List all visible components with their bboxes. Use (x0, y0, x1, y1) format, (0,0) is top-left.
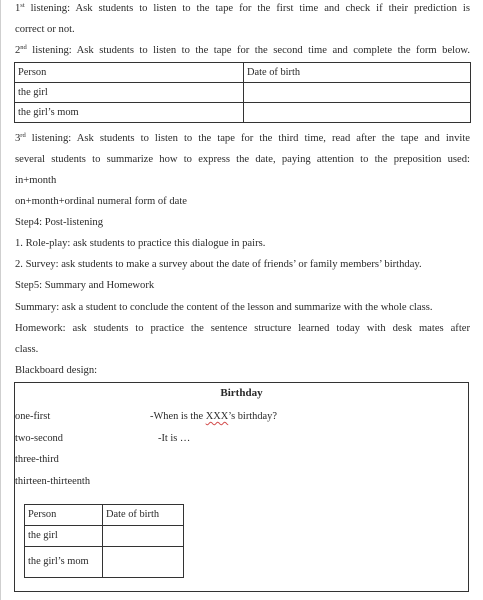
ordinal-item: three-third (15, 454, 59, 465)
cell-person: the girl’s mom (15, 103, 244, 123)
table-row (15, 103, 471, 123)
header-cell-person: Person (25, 505, 103, 526)
ordinal-item: thirteen-thirteenth (15, 476, 91, 487)
in-month-rule: in+month (15, 175, 57, 186)
ordinal-item: two-second (15, 433, 63, 444)
cell-person: the girl (25, 526, 103, 547)
summary-line: Summary: ask a student to conclude the content of the lesson and summarize with the whole class. (15, 302, 433, 313)
table-row (15, 83, 471, 103)
header-cell-person: Person (15, 63, 244, 83)
table-header-row (15, 63, 471, 83)
cell-person: the girl’s mom (25, 547, 103, 578)
homework-line: Homework: ask students to practice the sentence structure learned today with desk mates after (15, 323, 470, 334)
first-listening-line: 1st listening: Ask students to listen to the tape for the first time and check if their prediction is (15, 2, 470, 14)
table-row (25, 547, 184, 578)
placeholder-xxx: XXX (205, 411, 229, 422)
cell-date (103, 526, 184, 547)
third-listening-line-cont: several students to summarize how to express the date, paying attention to the preposition used: (15, 154, 470, 165)
step5-heading: Step5: Summary and Homework (15, 280, 155, 291)
cell-date (103, 547, 184, 578)
blackboard-design-box (14, 382, 469, 592)
cell-person: the girl (15, 83, 244, 103)
blackboard-title: Birthday (220, 387, 263, 399)
form-table-top (14, 62, 471, 123)
role-play-line: 1. Role-play: ask students to practice this dialogue in pairs. (15, 238, 266, 249)
form-table-board (24, 504, 184, 578)
header-cell-date: Date of birth (244, 63, 471, 83)
table-header-row (25, 505, 184, 526)
step4-heading: Step4: Post-listening (15, 217, 103, 228)
answer-pattern: -It is … (158, 433, 191, 444)
cell-date (244, 103, 471, 123)
table-row (25, 526, 184, 547)
cell-date (244, 83, 471, 103)
ordinal-item: one-first (15, 411, 51, 422)
survey-line: 2. Survey: ask students to make a survey about the date of friends’ or family members’ birthday. (15, 259, 422, 270)
second-listening-line: 2nd listening: Ask students to listen to the tape for the second time and complete the form below. (15, 44, 470, 56)
blackboard-heading: Blackboard design: (15, 365, 98, 376)
on-month-rule: on+month+ordinal numeral form of date (15, 196, 187, 207)
question-pattern: -When is the XXX’s birthday? (150, 411, 277, 422)
header-cell-date: Date of birth (103, 505, 184, 526)
third-listening-line: 3rd listening: Ask students to listen to the tape for the third time, read after the tape and invite (15, 132, 470, 144)
homework-line-cont: class. (15, 344, 39, 355)
first-listening-line-cont: correct or not. (15, 24, 75, 35)
